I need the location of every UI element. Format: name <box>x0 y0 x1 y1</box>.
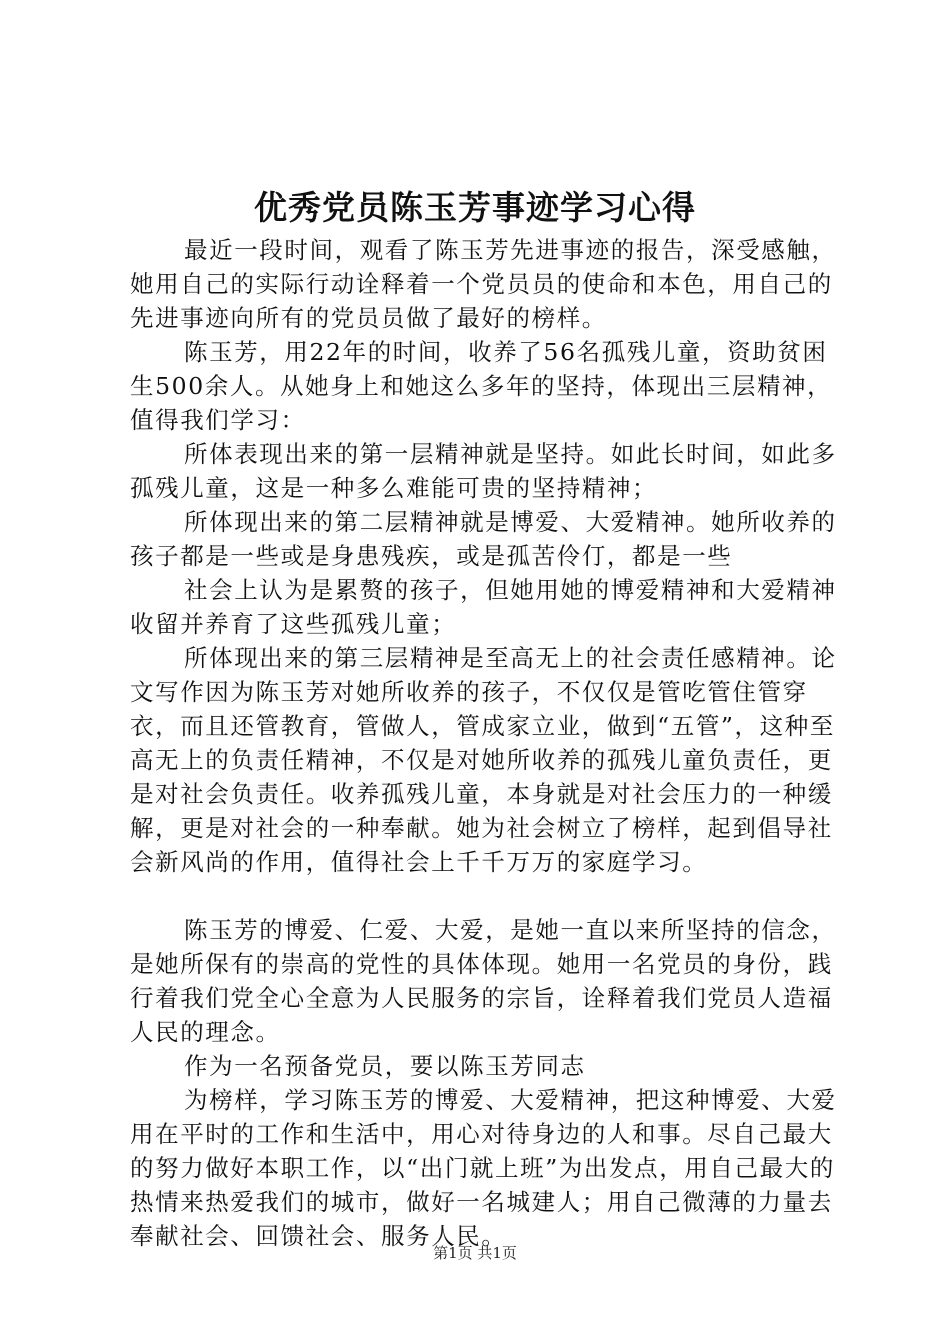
page-footer: 第1页 共1页 <box>433 1244 517 1262</box>
document-title: 优秀党员陈玉芳事迹学习心得 <box>254 188 696 227</box>
paragraph-2: 陈玉芳，用22年的时间，收养了56名孤残儿童，资助贫困生500余人。从她身上和她这么多年的坚持，体现出三层精神，值得我们学习： <box>130 338 833 434</box>
paragraph-6: 所体现出来的第三层精神是至高无上的社会责任感精神。论文写作因为陈玉芳对她所收养的孩子，不仅仅是管吃管住管穿衣，而且还管教育，管做人，管成家立业，做到“五管”，这种至高无上的负责任精神，不仅是对她所收养的孤残儿童负责任，更是对社会负责任。收养孤残儿童，本身就是对社会压力的一种缓解，更是对社会的一种奉献。她为社会树立了榜样，起到倡导社会新风尚的作用，值得社会上千千万万的家庭学习。 <box>130 644 837 876</box>
paragraph-spacer <box>130 879 845 913</box>
paragraph-1: 最近一段时间，观看了陈玉芳先进事迹的报告，深受感触，她用自己的实际行动诠释着一个党员员的使命和本色，用自己的先进事迹向所有的党员员做了最好的榜样。 <box>130 236 837 332</box>
paragraph-4: 所体现出来的第二层精神就是博爱、大爱精神。她所收养的孩子都是一些或是身患残疾，或是孤苦伶仃，都是一些 <box>130 508 837 570</box>
paragraph-8: 作为一名预备党员，要以陈玉芳同志 <box>184 1052 586 1080</box>
paragraph-3: 所体表现出来的第一层精神就是坚持。如此长时间，如此多孤残儿童，这是一种多么难能可贵的坚持精神； <box>130 440 837 502</box>
paragraph-5: 社会上认为是累赘的孩子，但她用她的博爱精神和大爱精神收留并养育了这些孤残儿童； <box>130 576 837 638</box>
paragraph-9: 为榜样，学习陈玉芳的博爱、大爱精神，把这种博爱、大爱用在平时的工作和生活中，用心对待身边的人和事。尽自己最大的努力做好本职工作，以“出门就上班”为出发点，用自己最大的热情来热爱我们的城市，做好一名城建人；用自己微薄的力量去奉献社会、回馈社会、服务人民。 <box>130 1086 837 1250</box>
paragraph-7: 陈玉芳的博爱、仁爱、大爱，是她一直以来所坚持的信念，是她所保有的崇高的党性的具体体现。她用一名党员的身份，践行着我们党全心全意为人民服务的宗旨，诠释着我们党员人造福人民的理念。 <box>130 916 837 1046</box>
document-body <box>130 233 845 1253</box>
